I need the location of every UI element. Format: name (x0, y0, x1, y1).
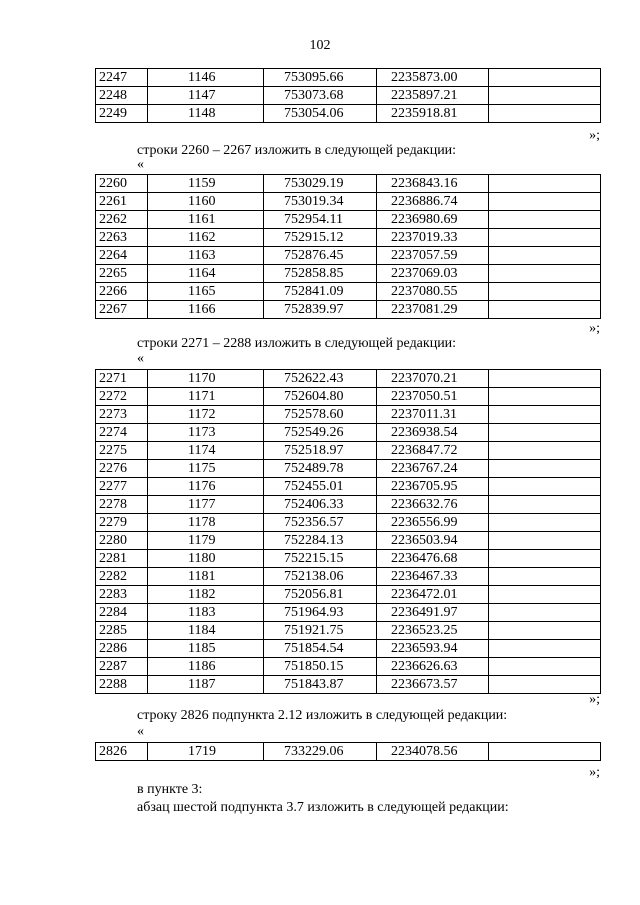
table-row (96, 496, 601, 514)
table-row (96, 460, 601, 478)
table-row (96, 514, 601, 532)
point-number-cell: 1170 (148, 370, 264, 388)
table-row (96, 676, 601, 694)
x-coordinate-cell: 752604.80 (264, 388, 377, 406)
table-row (96, 658, 601, 676)
footer-line-2: абзац шестой подпункта 3.7 изложить в следующей редакции: (137, 800, 509, 815)
row-number-cell: 2280 (96, 532, 148, 550)
table-row (96, 424, 601, 442)
y-coordinate-cell: 2237057.59 (377, 247, 489, 265)
y-coordinate-cell: 2235918.81 (377, 105, 489, 123)
instruction-row-2826: строку 2826 подпункта 2.12 изложить в следующей редакции: (137, 708, 508, 723)
table-row (96, 743, 601, 761)
open-quote-3: « (137, 351, 144, 366)
empty-cell (489, 211, 601, 229)
y-coordinate-cell: 2237050.51 (377, 388, 489, 406)
y-coordinate-cell: 2236767.24 (377, 460, 489, 478)
point-number-cell: 1165 (148, 283, 264, 301)
empty-cell (489, 568, 601, 586)
y-coordinate-cell: 2234078.56 (377, 743, 489, 761)
empty-cell (489, 424, 601, 442)
point-number-cell: 1187 (148, 676, 264, 694)
table-row (96, 640, 601, 658)
close-quote-3: »; (589, 692, 600, 707)
point-number-cell: 1160 (148, 193, 264, 211)
x-coordinate-cell: 752518.97 (264, 442, 377, 460)
table-row (96, 532, 601, 550)
row-number-cell: 2287 (96, 658, 148, 676)
row-number-cell: 2265 (96, 265, 148, 283)
empty-cell (489, 388, 601, 406)
row-number-cell: 2272 (96, 388, 148, 406)
table-row (96, 406, 601, 424)
table-row (96, 568, 601, 586)
x-coordinate-cell: 752915.12 (264, 229, 377, 247)
x-coordinate-cell: 752549.26 (264, 424, 377, 442)
row-number-cell: 2264 (96, 247, 148, 265)
row-number-cell: 2276 (96, 460, 148, 478)
empty-cell (489, 265, 601, 283)
point-number-cell: 1147 (148, 87, 264, 105)
row-number-cell: 2281 (96, 550, 148, 568)
y-coordinate-cell: 2235897.21 (377, 87, 489, 105)
y-coordinate-cell: 2237070.21 (377, 370, 489, 388)
coordinates-table-1 (95, 68, 601, 123)
row-number-cell: 2278 (96, 496, 148, 514)
row-number-cell: 2277 (96, 478, 148, 496)
point-number-cell: 1174 (148, 442, 264, 460)
footer-line-1: в пункте 3: (137, 782, 203, 797)
row-number-cell: 2261 (96, 193, 148, 211)
table-row (96, 265, 601, 283)
row-number-cell: 2248 (96, 87, 148, 105)
y-coordinate-cell: 2236980.69 (377, 211, 489, 229)
point-number-cell: 1166 (148, 301, 264, 319)
y-coordinate-cell: 2236476.68 (377, 550, 489, 568)
empty-cell (489, 640, 601, 658)
empty-cell (489, 622, 601, 640)
row-number-cell: 2271 (96, 370, 148, 388)
row-number-cell: 2279 (96, 514, 148, 532)
empty-cell (489, 743, 601, 761)
point-number-cell: 1184 (148, 622, 264, 640)
row-number-cell: 2260 (96, 175, 148, 193)
instruction-rows-2271-2288: строки 2271 – 2288 изложить в следующей редакции: (137, 336, 457, 351)
empty-cell (489, 69, 601, 87)
empty-cell (489, 550, 601, 568)
y-coordinate-cell: 2236593.94 (377, 640, 489, 658)
y-coordinate-cell: 2236843.16 (377, 175, 489, 193)
y-coordinate-cell: 2236626.63 (377, 658, 489, 676)
point-number-cell: 1162 (148, 229, 264, 247)
open-quote-2: « (137, 157, 144, 172)
row-number-cell: 2274 (96, 424, 148, 442)
close-quote-4: »; (589, 765, 600, 780)
row-number-cell: 2275 (96, 442, 148, 460)
row-number-cell: 2286 (96, 640, 148, 658)
point-number-cell: 1163 (148, 247, 264, 265)
x-coordinate-cell: 733229.06 (264, 743, 377, 761)
point-number-cell: 1173 (148, 424, 264, 442)
table-row (96, 105, 601, 123)
row-number-cell: 2273 (96, 406, 148, 424)
point-number-cell: 1164 (148, 265, 264, 283)
row-number-cell: 2284 (96, 604, 148, 622)
x-coordinate-cell: 752841.09 (264, 283, 377, 301)
empty-cell (489, 478, 601, 496)
table-row (96, 69, 601, 87)
point-number-cell: 1159 (148, 175, 264, 193)
x-coordinate-cell: 752876.45 (264, 247, 377, 265)
y-coordinate-cell: 2236938.54 (377, 424, 489, 442)
point-number-cell: 1180 (148, 550, 264, 568)
row-number-cell: 2285 (96, 622, 148, 640)
empty-cell (489, 370, 601, 388)
table-row (96, 442, 601, 460)
empty-cell (489, 514, 601, 532)
instruction-rows-2260-2267: строки 2260 – 2267 изложить в следующей редакции: (137, 143, 457, 158)
point-number-cell: 1175 (148, 460, 264, 478)
table-row (96, 175, 601, 193)
x-coordinate-cell: 751964.93 (264, 604, 377, 622)
x-coordinate-cell: 753029.19 (264, 175, 377, 193)
x-coordinate-cell: 752489.78 (264, 460, 377, 478)
empty-cell (489, 406, 601, 424)
row-number-cell: 2267 (96, 301, 148, 319)
table-row (96, 586, 601, 604)
row-number-cell: 2263 (96, 229, 148, 247)
x-coordinate-cell: 751921.75 (264, 622, 377, 640)
row-number-cell: 2249 (96, 105, 148, 123)
empty-cell (489, 442, 601, 460)
x-coordinate-cell: 753073.68 (264, 87, 377, 105)
x-coordinate-cell: 752406.33 (264, 496, 377, 514)
x-coordinate-cell: 752215.15 (264, 550, 377, 568)
point-number-cell: 1178 (148, 514, 264, 532)
x-coordinate-cell: 753095.66 (264, 69, 377, 87)
point-number-cell: 1161 (148, 211, 264, 229)
coordinates-table-4 (95, 742, 601, 761)
empty-cell (489, 247, 601, 265)
empty-cell (489, 193, 601, 211)
point-number-cell: 1181 (148, 568, 264, 586)
empty-cell (489, 586, 601, 604)
table-row (96, 193, 601, 211)
empty-cell (489, 532, 601, 550)
table-row (96, 604, 601, 622)
close-quote-2: »; (589, 321, 600, 336)
row-number-cell: 2262 (96, 211, 148, 229)
x-coordinate-cell: 752138.06 (264, 568, 377, 586)
empty-cell (489, 658, 601, 676)
y-coordinate-cell: 2236467.33 (377, 568, 489, 586)
close-quote-1: »; (589, 128, 600, 143)
table-row (96, 370, 601, 388)
table-row (96, 229, 601, 247)
x-coordinate-cell: 752622.43 (264, 370, 377, 388)
row-number-cell: 2266 (96, 283, 148, 301)
x-coordinate-cell: 752455.01 (264, 478, 377, 496)
y-coordinate-cell: 2236523.25 (377, 622, 489, 640)
y-coordinate-cell: 2237019.33 (377, 229, 489, 247)
table-row (96, 478, 601, 496)
x-coordinate-cell: 753054.06 (264, 105, 377, 123)
x-coordinate-cell: 751850.15 (264, 658, 377, 676)
x-coordinate-cell: 752356.57 (264, 514, 377, 532)
x-coordinate-cell: 752954.11 (264, 211, 377, 229)
x-coordinate-cell: 751843.87 (264, 676, 377, 694)
empty-cell (489, 283, 601, 301)
empty-cell (489, 105, 601, 123)
point-number-cell: 1186 (148, 658, 264, 676)
empty-cell (489, 460, 601, 478)
coordinates-table-3 (95, 369, 601, 694)
y-coordinate-cell: 2236886.74 (377, 193, 489, 211)
table-row (96, 247, 601, 265)
row-number-cell: 2282 (96, 568, 148, 586)
point-number-cell: 1172 (148, 406, 264, 424)
y-coordinate-cell: 2236556.99 (377, 514, 489, 532)
empty-cell (489, 301, 601, 319)
y-coordinate-cell: 2237080.55 (377, 283, 489, 301)
row-number-cell: 2826 (96, 743, 148, 761)
point-number-cell: 1177 (148, 496, 264, 514)
x-coordinate-cell: 753019.34 (264, 193, 377, 211)
table-row (96, 388, 601, 406)
empty-cell (489, 87, 601, 105)
table-row (96, 211, 601, 229)
table-row (96, 301, 601, 319)
x-coordinate-cell: 752284.13 (264, 532, 377, 550)
y-coordinate-cell: 2235873.00 (377, 69, 489, 87)
empty-cell (489, 676, 601, 694)
table-row (96, 622, 601, 640)
point-number-cell: 1719 (148, 743, 264, 761)
x-coordinate-cell: 752056.81 (264, 586, 377, 604)
y-coordinate-cell: 2236491.97 (377, 604, 489, 622)
table-row (96, 283, 601, 301)
y-coordinate-cell: 2237011.31 (377, 406, 489, 424)
table-row (96, 87, 601, 105)
point-number-cell: 1183 (148, 604, 264, 622)
x-coordinate-cell: 751854.54 (264, 640, 377, 658)
point-number-cell: 1179 (148, 532, 264, 550)
y-coordinate-cell: 2236472.01 (377, 586, 489, 604)
y-coordinate-cell: 2237069.03 (377, 265, 489, 283)
point-number-cell: 1182 (148, 586, 264, 604)
point-number-cell: 1171 (148, 388, 264, 406)
x-coordinate-cell: 752858.85 (264, 265, 377, 283)
y-coordinate-cell: 2236705.95 (377, 478, 489, 496)
y-coordinate-cell: 2236673.57 (377, 676, 489, 694)
point-number-cell: 1185 (148, 640, 264, 658)
coordinates-table-2 (95, 174, 601, 319)
x-coordinate-cell: 752839.97 (264, 301, 377, 319)
row-number-cell: 2288 (96, 676, 148, 694)
point-number-cell: 1176 (148, 478, 264, 496)
y-coordinate-cell: 2236632.76 (377, 496, 489, 514)
empty-cell (489, 496, 601, 514)
y-coordinate-cell: 2236847.72 (377, 442, 489, 460)
empty-cell (489, 604, 601, 622)
point-number-cell: 1148 (148, 105, 264, 123)
table-row (96, 550, 601, 568)
row-number-cell: 2283 (96, 586, 148, 604)
x-coordinate-cell: 752578.60 (264, 406, 377, 424)
row-number-cell: 2247 (96, 69, 148, 87)
empty-cell (489, 229, 601, 247)
open-quote-4: « (137, 724, 144, 739)
point-number-cell: 1146 (148, 69, 264, 87)
empty-cell (489, 175, 601, 193)
y-coordinate-cell: 2237081.29 (377, 301, 489, 319)
page-number: 102 (309, 38, 331, 53)
y-coordinate-cell: 2236503.94 (377, 532, 489, 550)
